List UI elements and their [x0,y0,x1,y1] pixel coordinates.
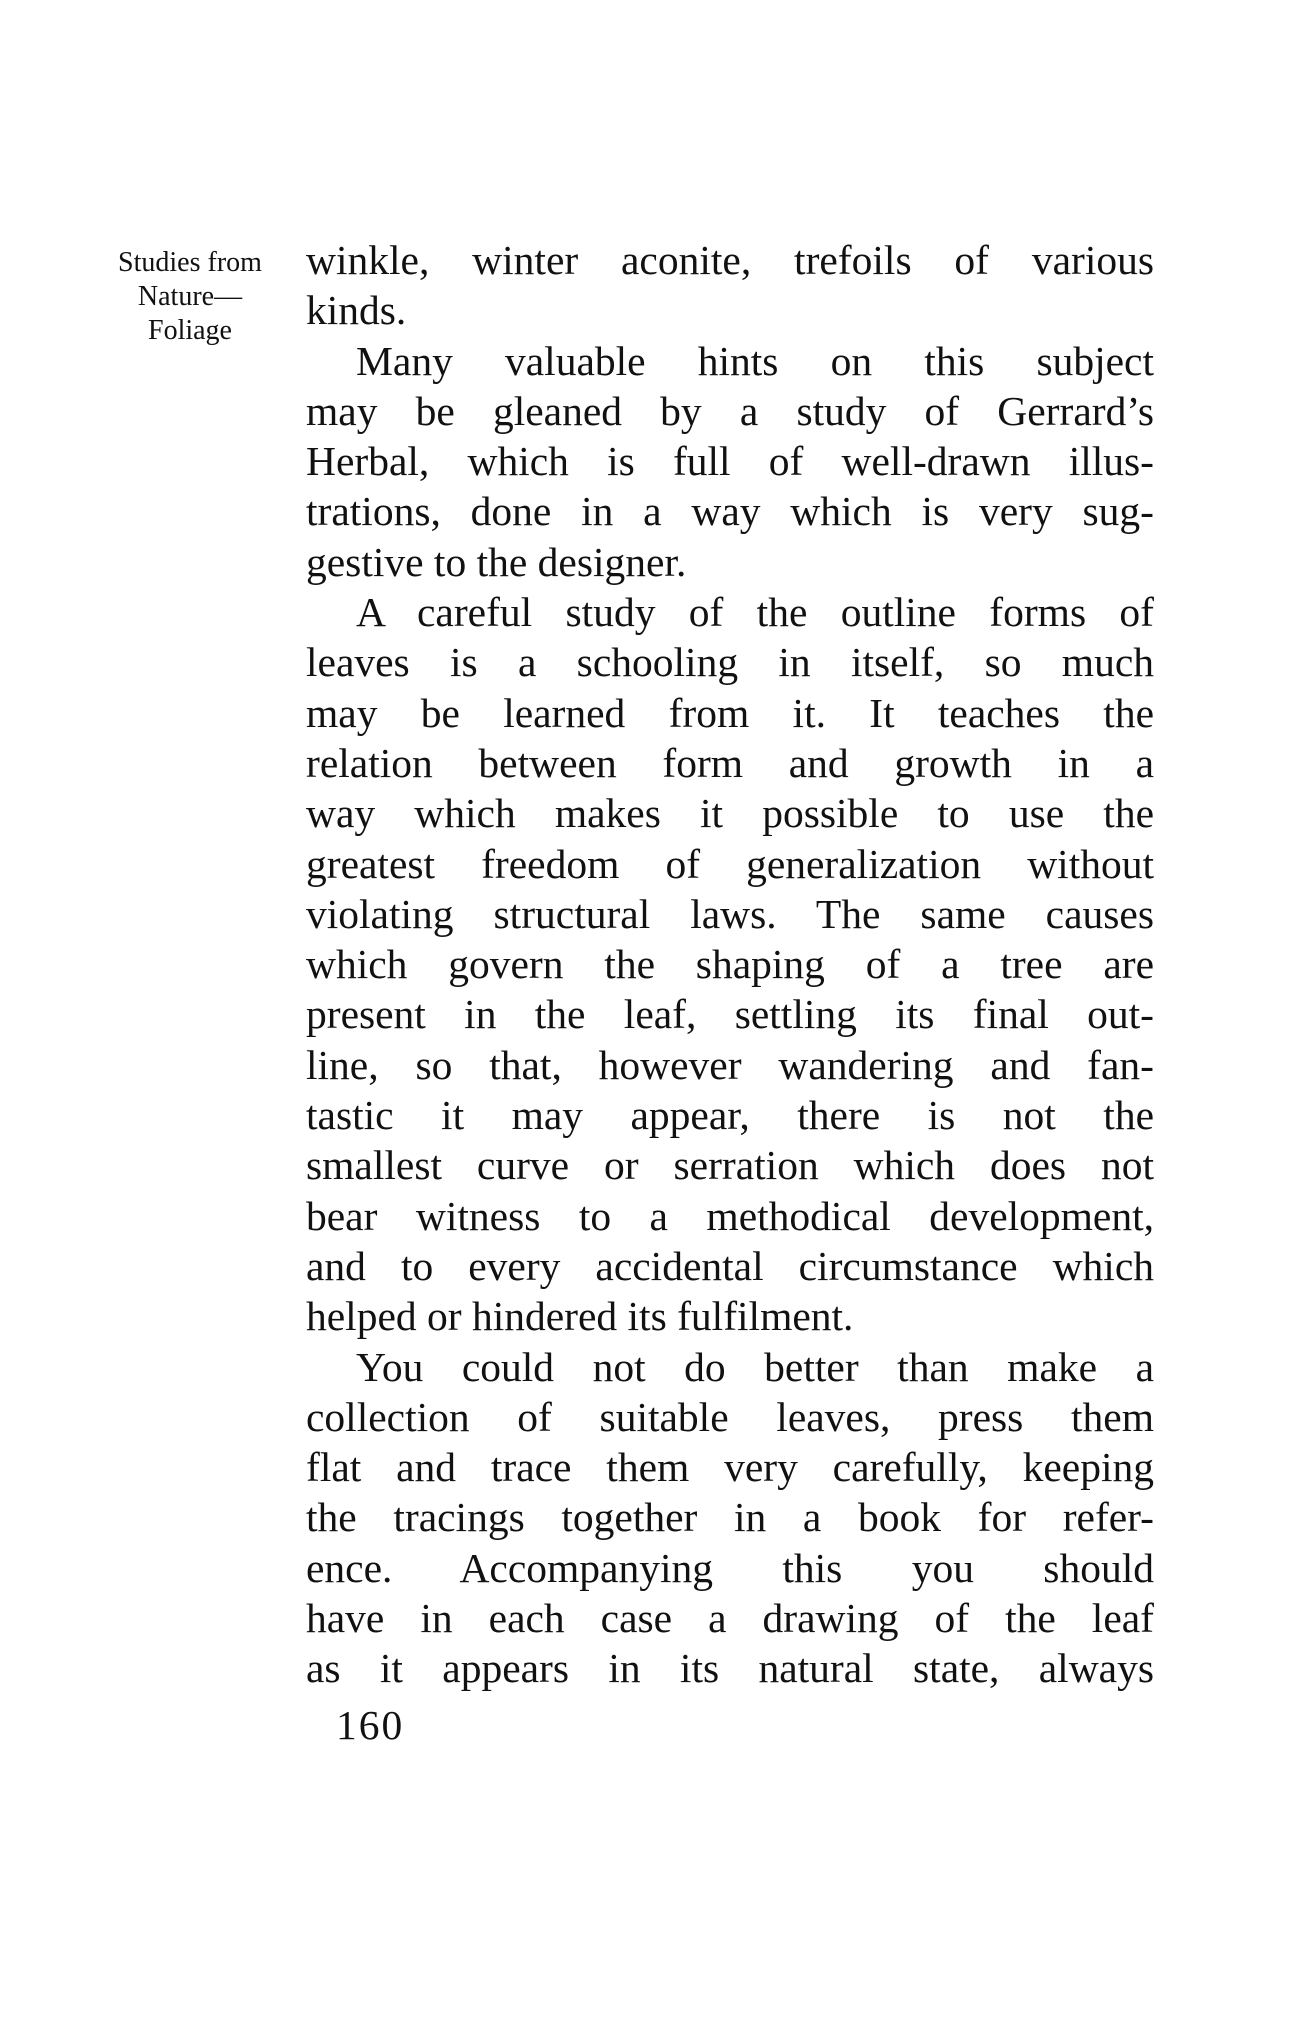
body-line: present in the leaf, settling its final out- [306,991,1154,1038]
body-line: gestive to the designer. [306,538,687,585]
paragraph-start-line: Many valuable hints on this subject [356,337,1154,384]
body-line: kinds. [306,287,407,334]
body-line: may be learned from it. It teaches the [306,689,1154,736]
body-line: Herbal, which is full of well-drawn illus- [306,438,1154,485]
body-line: greatest freedom of generalization without [306,840,1154,887]
side-heading-line-1: Studies from [118,247,262,278]
body-line: leaves is a schooling in itself, so much [306,639,1154,686]
body-line: bear witness to a methodical development, [306,1192,1154,1239]
side-heading-line-2: Nature— [137,281,243,312]
body-line: relation between form and growth in a [306,739,1154,786]
body-line: as it appears in its natural state, always [306,1645,1154,1692]
body-line: line, so that, however wandering and fan- [306,1041,1154,1088]
side-heading-line-3: Foliage [148,315,232,346]
body-line: tastic it may appear, there is not the [306,1092,1154,1139]
body-line: have in each case a drawing of the leaf [306,1595,1154,1642]
body-line: violating structural laws. The same causes [306,890,1154,937]
body-line: smallest curve or serration which does not [306,1142,1154,1189]
body-line: which govern the shaping of a tree are [306,941,1154,988]
body-line: trations, done in a way which is very sug- [306,488,1154,535]
paragraph-start-line: You could not do better than make a [356,1343,1154,1390]
page-number: 160 [336,1702,405,1748]
body-line: collection of suitable leaves, press them [306,1393,1154,1440]
body-line: and to every accidental circumstance which [306,1242,1154,1289]
body-line: way which makes it possible to use the [306,790,1154,837]
body-line: helped or hindered its fulfilment. [306,1293,854,1340]
body-line: flat and trace them very carefully, keeping [306,1444,1154,1491]
body-text [306,235,1154,1694]
body-line: ence. Accompanying this you should [306,1544,1154,1591]
body-line: winkle, winter aconite, trefoils of various [306,237,1154,283]
body-line: may be gleaned by a study of Gerrard’s [306,387,1154,434]
body-line: the tracings together in a book for refer- [306,1494,1154,1541]
paragraph-start-line: A careful study of the outline forms of [356,589,1154,636]
side-heading [80,246,300,348]
